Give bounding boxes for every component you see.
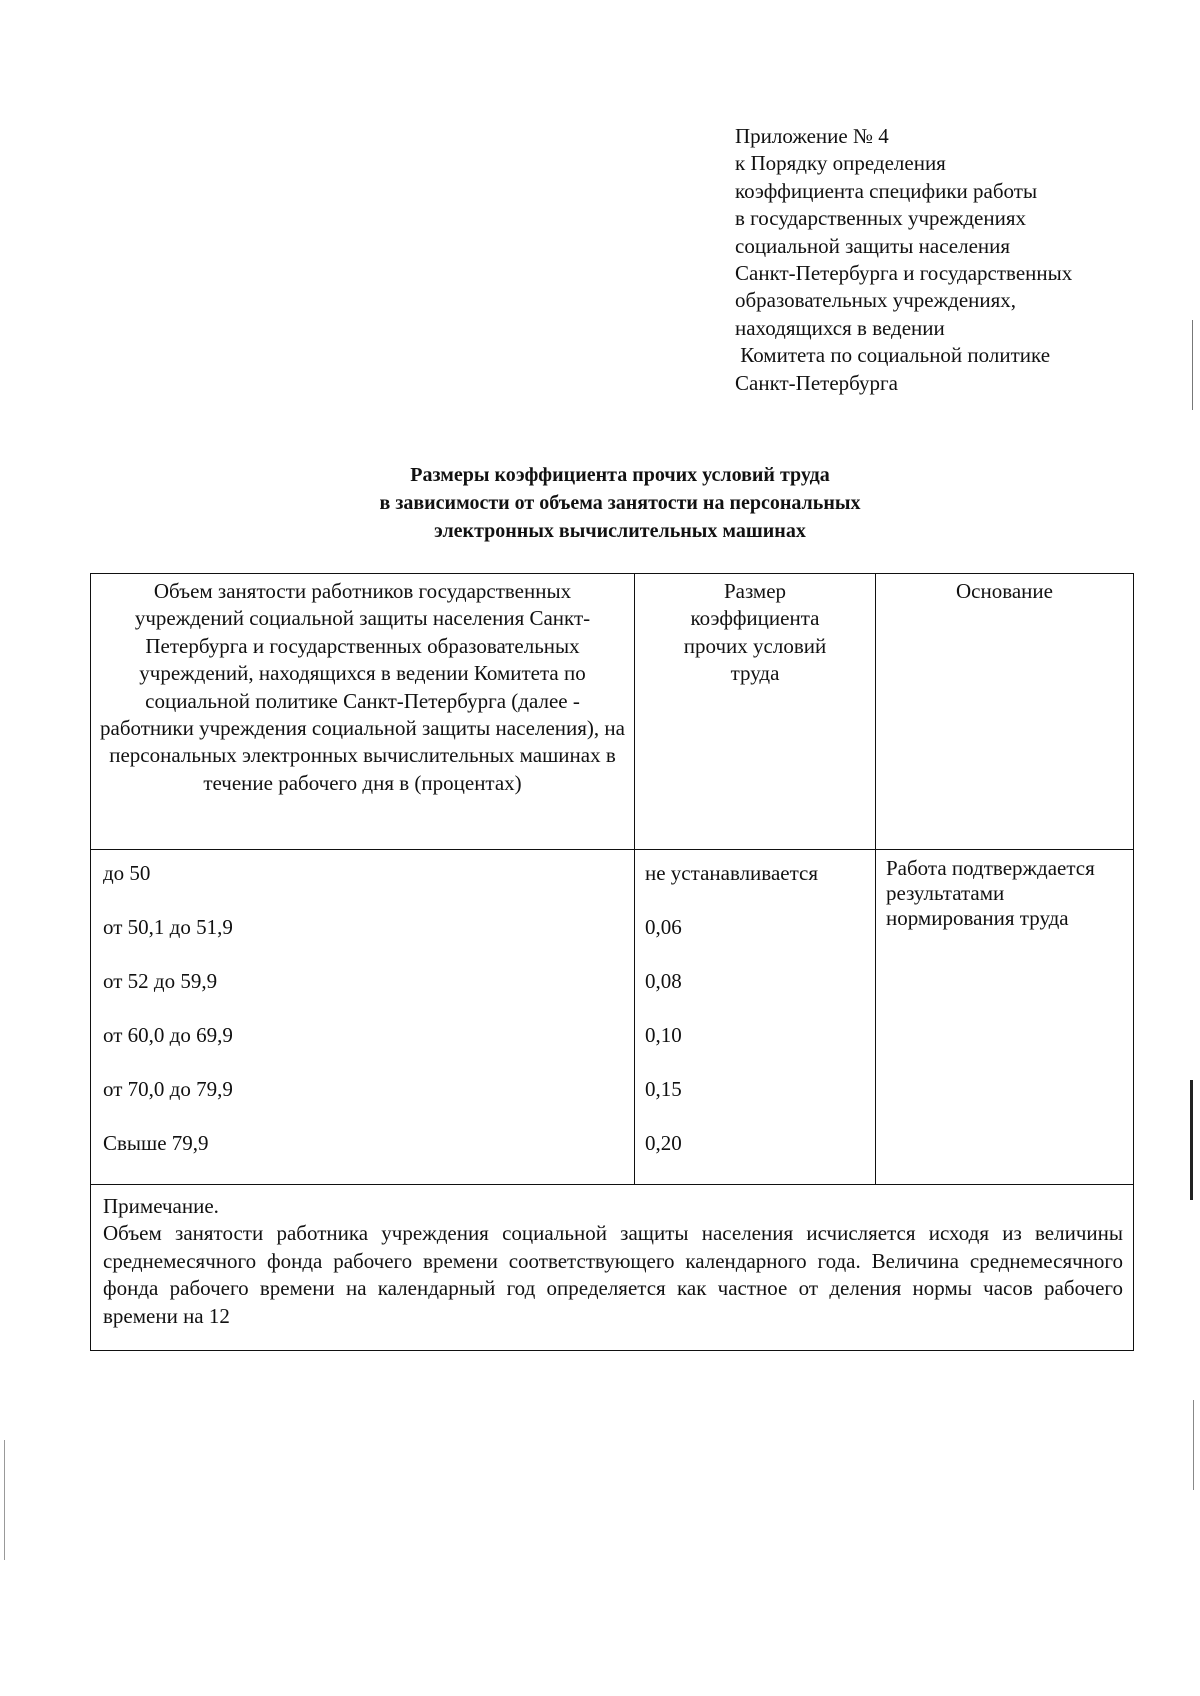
- scan-edge-mark: [1193, 1400, 1194, 1490]
- range-value: от 70,0 до 79,9: [103, 1077, 233, 1101]
- appendix-line: в государственных учреждениях: [735, 206, 1026, 231]
- appendix-line: коэффициента специфики работы: [735, 178, 1038, 203]
- range-value: Свыше 79,9: [103, 1131, 209, 1155]
- appendix-header: [735, 123, 1175, 397]
- appendix-line: Приложение № 4: [735, 124, 889, 148]
- ranges-cell: [91, 850, 635, 1185]
- coefficient-value: не устанавливается: [645, 861, 818, 885]
- appendix-line: к Порядку определения: [735, 151, 946, 176]
- appendix-line: образовательных учреждениях,: [735, 288, 1017, 313]
- range-value: от 60,0 до 69,9: [103, 1023, 233, 1047]
- title-line: электронных вычислительных машинах: [434, 520, 806, 542]
- appendix-line: Комитета по социальной политике: [735, 343, 1051, 368]
- range-value: до 50: [103, 861, 151, 885]
- appendix-line: Санкт-Петербурга: [735, 370, 898, 395]
- title-line: Размеры коэффициента прочих условий труда: [410, 464, 830, 486]
- coefficient-value: 0,15: [645, 1077, 682, 1101]
- appendix-line: Санкт-Петербурга и государственных: [735, 261, 1073, 286]
- coefficients-cell: [635, 850, 876, 1185]
- appendix-line: социальной защиты населения: [735, 233, 1011, 258]
- coefficient-value: 0,08: [645, 969, 682, 993]
- coefficient-value: 0,10: [645, 1023, 682, 1047]
- table-body-row: [91, 850, 1134, 1185]
- note-text: Объем занятости работника учреждения социальной защиты населения исчисляется исходя из величины среднемесячного фонда рабочего времени соответствующего календарного года. Величина среднемесячного фонда рабочего времени на календарный год определяется как частное от деления нормы часов рабочего времени на 12: [103, 1221, 1123, 1328]
- coefficient-table: [90, 573, 1134, 1351]
- scan-edge-mark: [4, 1440, 5, 1560]
- appendix-line: находящихся в ведении: [735, 315, 945, 340]
- coefficient-value: 0,20: [645, 1131, 682, 1155]
- note-row: [91, 1185, 1134, 1351]
- header-employment-volume: Объем занятости работников государственных учреждений социальной защиты населения Санкт-Петербурга и государственных образовательных учреждений, находящихся в ведении Комитета по социальной политике Санкт-Петербурга (далее - работники учреждения социальной защиты населения), на персональных электронных вычислительных машинах в течение рабочего дня в (процентах): [91, 574, 635, 850]
- coefficient-value: 0,06: [645, 915, 682, 939]
- range-value: от 50,1 до 51,9: [103, 915, 233, 939]
- basis-cell: Работа подтверждается результатами нормирования труда: [876, 850, 1134, 1185]
- header-basis: Основание: [876, 574, 1134, 850]
- title-line: в зависимости от объема занятости на персональных: [379, 492, 861, 514]
- header-coefficient-size: [635, 574, 876, 850]
- note-label: Примечание.: [103, 1194, 219, 1218]
- document-title: [100, 461, 1140, 545]
- header-coefficient-text: Размер коэффициента прочих условий труда: [683, 579, 827, 686]
- scan-edge-mark: [1192, 320, 1193, 410]
- scan-edge-mark: [1190, 1080, 1193, 1200]
- range-value: от 52 до 59,9: [103, 969, 218, 993]
- note-cell: [91, 1185, 1134, 1351]
- table-header-row: [91, 574, 1134, 850]
